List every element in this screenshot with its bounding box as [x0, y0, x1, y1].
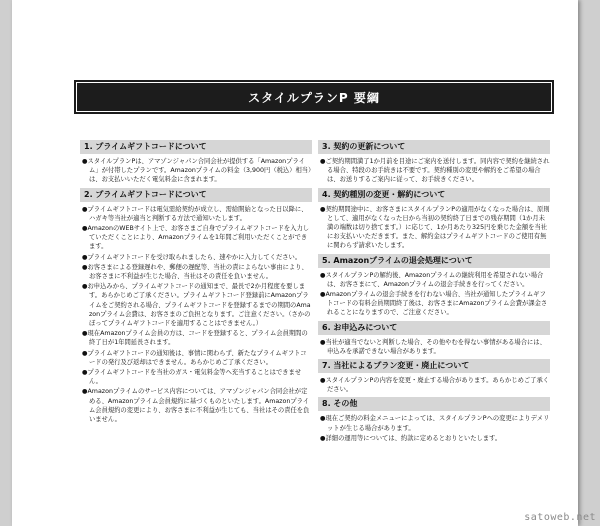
- item-text: スタイルプランPの解約後、Amazonプライムの継続利用を希望されない場合は、お客さまにて、Amazonプライムの退会手続きを行ってください。: [325, 271, 544, 288]
- bullet-icon: ●: [320, 158, 326, 165]
- list-item: [82, 387, 312, 424]
- bullet-icon: ●: [82, 369, 88, 377]
- list-item: [320, 271, 550, 289]
- section: [318, 397, 550, 443]
- bullet-icon: ●: [320, 415, 326, 423]
- section-heading: 6. お申込みについて: [318, 321, 550, 335]
- bullet-icon: ●: [82, 388, 88, 396]
- list-item: [320, 205, 550, 251]
- right-column: [318, 140, 550, 446]
- item-text: プライムギフトコードを受け取られましたら、速やかに入力してください。: [87, 253, 302, 261]
- section-heading: 8. その他: [318, 397, 550, 411]
- section: [318, 321, 550, 356]
- section: [80, 188, 312, 425]
- section: [318, 140, 550, 185]
- item-text: Amazonプライムの退会手続きを行わない場合、当社が通知したプライムギフトコードの有料会員期間終了後は、お客さまにAmazonプライム会費が課金されることになりますので、ご注意ください。: [325, 291, 548, 317]
- section-heading: 5. Amazonプライムの退会処理について: [318, 254, 550, 268]
- section-heading: 7. 当社によるプラン変更・廃止について: [318, 359, 550, 373]
- list-item: [82, 368, 312, 386]
- item-text: ご契約期間満了1か月前を目途にご案内を送付します。同内容で契約を継続される場合、特段のお手続きは不要です。契約種別の変更や解約をご希望の場合は、お送りするご案内に従って、お手続きください。: [325, 158, 550, 184]
- section-heading: 2. プライムギフトコードについて: [80, 188, 312, 202]
- bullet-icon: ●: [82, 349, 88, 357]
- list-item: [320, 376, 550, 394]
- item-text: スタイルプランPの内容を変更・廃止する場合があります。あらかじめご了承ください。: [325, 377, 550, 394]
- bullet-icon: ●: [82, 205, 88, 213]
- item-text: 現在Amazonプライム会員の方は、コードを登録すると、プライム会員期間の終了日が1年間延長されます。: [87, 330, 308, 347]
- list-item: [82, 282, 312, 328]
- section-heading: 3. 契約の更新について: [318, 140, 550, 154]
- list-item: [82, 263, 312, 281]
- bullet-icon: ●: [82, 330, 88, 338]
- bullet-icon: ●: [320, 377, 326, 385]
- left-column: [80, 140, 312, 427]
- bullet-icon: ●: [82, 283, 88, 291]
- bullet-icon: ●: [82, 225, 88, 233]
- bullet-icon: ●: [82, 253, 88, 261]
- bullet-icon: ●: [320, 434, 326, 442]
- item-text: プライムギフトコードの通知後は、事情に関わらず、新たなプライムギフトコードの発行及び返却はできません。あらかじめご了承ください。: [87, 349, 307, 366]
- item-text: Amazonプライムのサービス内容については、アマゾンジャパン合同会社が定める、Amazonプライム会員規約に基づくものといたします。Amazonプライム会員規約の変更により、お客さまに不利益が生じても、当社はその責任を負いません。: [87, 388, 310, 424]
- bullet-icon: ●: [320, 291, 326, 299]
- section-heading: 4. 契約種別の変更・解約について: [318, 188, 550, 202]
- page-title: スタイルプランP 要綱: [248, 90, 380, 105]
- item-text: 当社が適当でないと判断した場合、その他やむを得ない事情がある場合には、申込みを承諾できない場合があります。: [325, 338, 546, 355]
- list-item: [320, 434, 550, 443]
- title-bar: [74, 80, 554, 114]
- item-text: お客さまによる登録遅れや、郵便の遅配等、当社の責によらない事由により、お客さまに不利益が生じた場合、当社はその責任を負いません。: [87, 263, 308, 281]
- list-item: [320, 338, 550, 356]
- section: [318, 359, 550, 394]
- list-item: [82, 205, 312, 223]
- item-text: 契約期間途中に、お客さまにスタイルプランPの適用がなくなった場合は、原則として、適用がなくなった日から当初の契約終了日までの残存期間（1か月未満の端数は切り捨てます。）に応じて、1か月あたり325円を乗じた金額を当社にお支払いいただきます。また、解約金はプライムギフトコードのご使用有無に関わらず請求いたします。: [325, 205, 550, 250]
- section: [318, 254, 550, 318]
- section-heading: 1. プライムギフトコードについて: [80, 140, 312, 154]
- bullet-icon: ●: [82, 158, 88, 165]
- bullet-icon: ●: [320, 338, 326, 346]
- list-item: [320, 290, 550, 318]
- watermark: satoweb.net: [524, 512, 596, 523]
- document-page: [12, 0, 578, 526]
- list-item: [82, 224, 312, 252]
- list-item: [82, 329, 312, 347]
- item-text: スタイルプランPは、アマゾンジャパン合同会社が提供する「Amazonプライム」が付帯したプランです。Amazonプライムの料金（3,900円（税込）相当）は、お支払いいただく電気料金に含まれます。: [87, 158, 312, 184]
- item-text: プライムギフトコードは電気需給契約が成立し、需給開始となった日以降に、ハガキ等当社が適当と判断する方法で通知いたします。: [87, 205, 308, 222]
- list-item: [82, 157, 312, 185]
- item-text: お申込みから、プライムギフトコードの通知まで、最長で2か月程度を要します。あらかじめご了承ください。プライムギフトコード登録前にAmazonプライムをご契約される場合、プライムギフトコードを登録するまでの期間のAmazonプライム会費は、お客さまのご負担となります。ご注意ください。（さかのぼってプライムギフトコードを適用することはできません。）: [87, 283, 311, 328]
- item-text: プライムギフトコードを当社のガス・電気料金等へ充当することはできません。: [87, 369, 302, 386]
- item-text: AmazonのWEBサイト上で、お客さまご自身でプライムギフトコードを入力していただくことにより、Amazonプライムを1年間ご利用いただくことができます。: [87, 225, 310, 251]
- list-item: [82, 349, 312, 367]
- bullet-icon: ●: [82, 263, 88, 271]
- list-item: [320, 414, 550, 432]
- section: [80, 140, 312, 185]
- bullet-icon: ●: [320, 271, 326, 279]
- item-text: 詳細の運用等については、約款に定めるとおりといたします。: [325, 434, 502, 442]
- item-text: 現在ご契約の料金メニューによっては、スタイルプランPへの変更によりデメリットが生じる場合があります。: [325, 415, 550, 432]
- bullet-icon: ●: [320, 205, 326, 213]
- list-item: [82, 253, 312, 262]
- list-item: [320, 157, 550, 185]
- section: [318, 188, 550, 251]
